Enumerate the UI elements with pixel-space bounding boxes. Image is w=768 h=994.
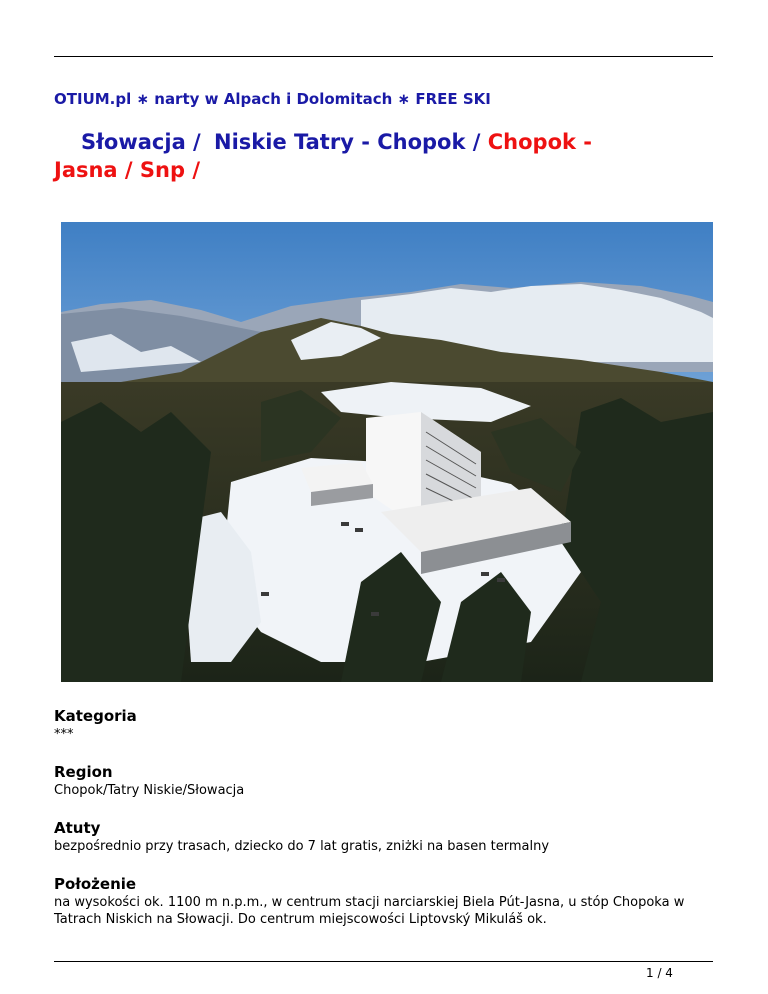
section-polozenie	[54, 874, 713, 928]
breadcrumb-country[interactable]: Słowacja /	[81, 130, 201, 154]
footer-rule	[54, 961, 713, 962]
section-text: bezpośrednio przy trasach, dziecko do 7 lat gratis, zniżki na basen termalny	[54, 839, 550, 854]
breadcrumb-region[interactable]: Niskie Tatry - Chopok /	[214, 130, 481, 154]
section-atuty	[54, 818, 713, 855]
breadcrumb	[54, 128, 714, 184]
header-rule	[54, 56, 713, 57]
section-text: ***	[54, 727, 74, 742]
section-region	[54, 762, 713, 799]
hotel-aerial-photo	[61, 222, 713, 682]
section-text: Chopok/Tatry Niskie/Słowacja	[54, 783, 245, 798]
breadcrumb-hotel[interactable]: Jasna / Snp /	[54, 158, 200, 182]
section-heading: Atuty	[54, 819, 101, 837]
section-heading: Położenie	[54, 875, 137, 893]
site-title[interactable]: OTIUM.pl ∗ narty w Alpach i Dolomitach ∗ FREE SKI	[54, 90, 491, 108]
breadcrumb-resort[interactable]: Chopok -	[487, 130, 592, 154]
section-text: na wysokości ok. 1100 m n.p.m., w centrum stacji narciarskiej Biela Pút-Jasna, u stóp Chopoka w Tatrach Niskich na Słowacji. Do centrum miejscowości Liptovský Mikuláš ok.	[54, 895, 685, 927]
page-number: 1 / 4	[646, 966, 673, 980]
section-heading: Region	[54, 763, 113, 781]
section-kategoria	[54, 706, 713, 743]
section-heading: Kategoria	[54, 707, 137, 725]
